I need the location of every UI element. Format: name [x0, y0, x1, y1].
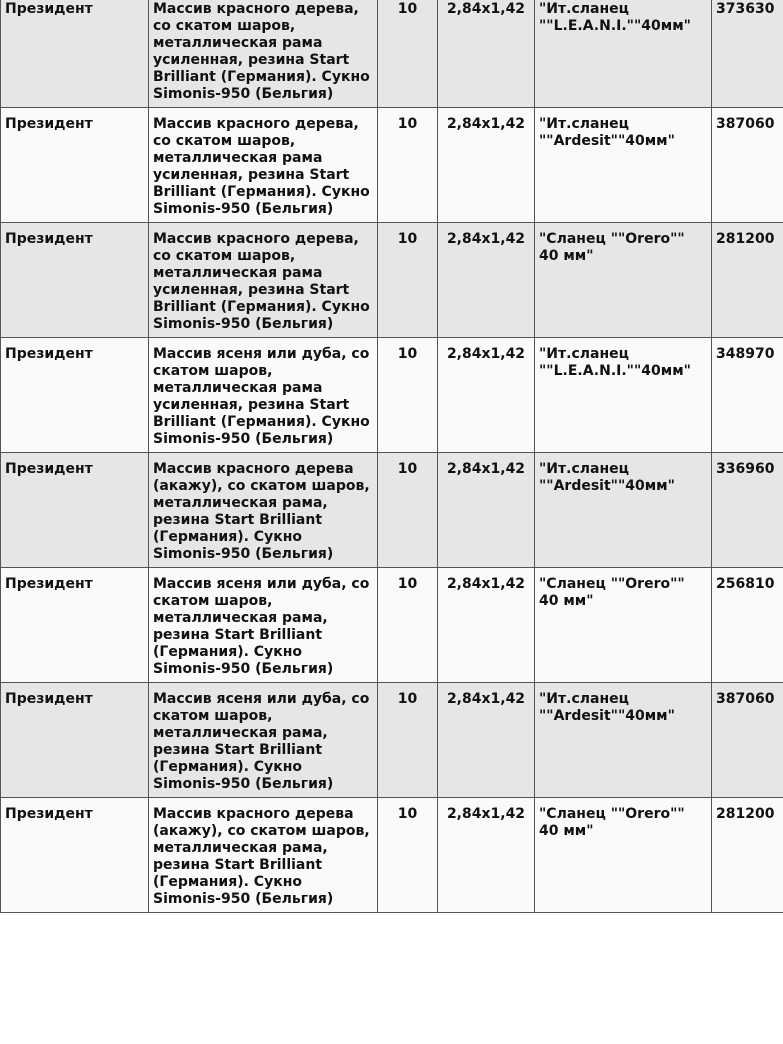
- cell-qty: 10: [378, 0, 438, 108]
- cell-qty: 10: [378, 223, 438, 338]
- cell-size: 2,84x1,42: [438, 338, 535, 453]
- cell-qty: 10: [378, 683, 438, 798]
- cell-slate: "Сланец ""Orero"" 40 мм": [535, 223, 712, 338]
- table-row: [1, 683, 783, 798]
- cell-size: 2,84x1,42: [438, 0, 535, 108]
- cell-size: 2,84x1,42: [438, 798, 535, 913]
- table-row: [1, 223, 783, 338]
- cell-price: 387060: [712, 108, 783, 223]
- cell-name: Президент: [1, 683, 149, 798]
- table-row: [1, 0, 783, 108]
- cell-description: Массив ясеня или дуба, со скатом шаров, металлическая рама усиленная, резина Start Brilliant (Германия). Сукно Simonis-950 (Бельгия): [149, 338, 378, 453]
- cell-size: 2,84x1,42: [438, 108, 535, 223]
- cell-slate: "Ит.сланец ""Ardesit""40мм": [535, 108, 712, 223]
- cell-qty: 10: [378, 798, 438, 913]
- cell-price: 281200: [712, 223, 783, 338]
- cell-description: Массив красного дерева, со скатом шаров, металлическая рама усиленная, резина Start Brilliant (Германия). Сукно Simonis-950 (Бельгия): [149, 0, 378, 108]
- cell-size: 2,84x1,42: [438, 223, 535, 338]
- table-row: [1, 568, 783, 683]
- cell-description: Массив красного дерева (акажу), со скатом шаров, металлическая рама, резина Start Brilliant (Германия). Сукно Simonis-950 (Бельгия): [149, 798, 378, 913]
- table-row: [1, 108, 783, 223]
- cell-description: Массив красного дерева (акажу), со скатом шаров, металлическая рама, резина Start Brilliant (Германия). Сукно Simonis-950 (Бельгия): [149, 453, 378, 568]
- table-row: [1, 453, 783, 568]
- cell-price: 387060: [712, 683, 783, 798]
- cell-slate: "Ит.сланец ""L.E.A.N.I.""40мм": [535, 0, 712, 108]
- cell-price: 281200: [712, 798, 783, 913]
- cell-slate: "Ит.сланец ""Ardesit""40мм": [535, 683, 712, 798]
- cell-name: Президент: [1, 0, 149, 108]
- cell-description: Массив красного дерева, со скатом шаров, металлическая рама усиленная, резина Start Brilliant (Германия). Сукно Simonis-950 (Бельгия): [149, 223, 378, 338]
- cell-size: 2,84x1,42: [438, 453, 535, 568]
- cell-description: Массив красного дерева, со скатом шаров, металлическая рама усиленная, резина Start Brilliant (Германия). Сукно Simonis-950 (Бельгия): [149, 108, 378, 223]
- cell-price: 336960: [712, 453, 783, 568]
- cell-description: Массив ясеня или дуба, со скатом шаров, металлическая рама, резина Start Brilliant (Германия). Сукно Simonis-950 (Бельгия): [149, 568, 378, 683]
- cell-size: 2,84x1,42: [438, 683, 535, 798]
- cell-name: Президент: [1, 338, 149, 453]
- cell-slate: "Ит.сланец ""Ardesit""40мм": [535, 453, 712, 568]
- cell-qty: 10: [378, 338, 438, 453]
- table-row: [1, 338, 783, 453]
- table-row: [1, 798, 783, 913]
- cell-slate: "Ит.сланец ""L.E.A.N.I.""40мм": [535, 338, 712, 453]
- cell-slate: "Сланец ""Orero"" 40 мм": [535, 568, 712, 683]
- cell-price: 348970: [712, 338, 783, 453]
- cell-price: 256810: [712, 568, 783, 683]
- cell-qty: 10: [378, 568, 438, 683]
- cell-name: Президент: [1, 453, 149, 568]
- cell-qty: 10: [378, 453, 438, 568]
- cell-name: Президент: [1, 798, 149, 913]
- cell-slate: "Сланец ""Orero"" 40 мм": [535, 798, 712, 913]
- cell-size: 2,84x1,42: [438, 568, 535, 683]
- cell-name: Президент: [1, 223, 149, 338]
- cell-description: Массив ясеня или дуба, со скатом шаров, металлическая рама, резина Start Brilliant (Германия). Сукно Simonis-950 (Бельгия): [149, 683, 378, 798]
- cell-name: Президент: [1, 568, 149, 683]
- cell-name: Президент: [1, 108, 149, 223]
- cell-qty: 10: [378, 108, 438, 223]
- cell-price: 373630: [712, 0, 783, 108]
